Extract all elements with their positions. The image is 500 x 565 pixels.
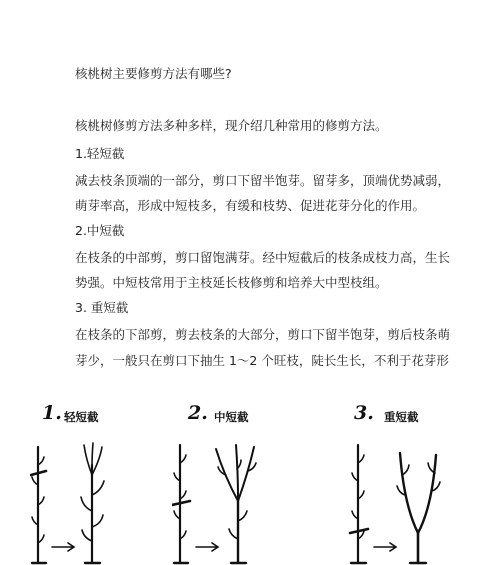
article-title: 核桃树主要修剪方法有哪些? — [75, 66, 232, 81]
section-text-line: 萌芽率高，形成中短枝多，有缓和枝势、促进花芽分化的作用。 — [75, 198, 426, 213]
pruning-diagram-heavy — [348, 435, 468, 565]
figure-light-cut — [30, 402, 150, 565]
figure-number: 3. — [354, 402, 374, 424]
section-text-line: 在枝条的下部剪，剪去枝条的大部分，剪口下留半饱芽，剪后枝条萌 — [75, 327, 451, 342]
section-heading-light-cut: 1.轻短截 — [75, 146, 125, 161]
section-heading-heavy-cut: 3. 重短截 — [75, 300, 129, 315]
figure-heavy-cut — [348, 402, 468, 565]
figure-label: 中短截 — [214, 410, 249, 424]
pruning-diagram-medium — [172, 435, 292, 565]
section-text-line: 减去枝条顶端的一部分，剪口下留半饱芽。留芽多，顶端优势减弱， — [75, 173, 451, 188]
section-text-line: 芽少，一般只在剪口下抽生 1～2 个旺枝，陡长生长，不利于花芽形 — [75, 353, 449, 368]
figure-medium-cut — [172, 402, 292, 565]
figure-number: 2. — [188, 402, 208, 424]
pruning-diagram-light — [30, 435, 150, 565]
figure-label: 轻短截 — [64, 410, 99, 424]
section-text-line: 在枝条的中部剪，剪口留饱满芽。经中短截后的枝条成枝力高，生长 — [75, 250, 451, 265]
figure-number: 1. — [42, 402, 62, 424]
section-heading-medium-cut: 2.中短截 — [75, 223, 125, 238]
section-text-line: 势强。中短枝常用于主枝延长枝修剪和培养大中型枝组。 — [75, 275, 388, 290]
figure-label: 重短截 — [384, 410, 419, 424]
intro-paragraph: 核桃树修剪方法多种多样，现介绍几种常用的修剪方法。 — [75, 118, 388, 133]
